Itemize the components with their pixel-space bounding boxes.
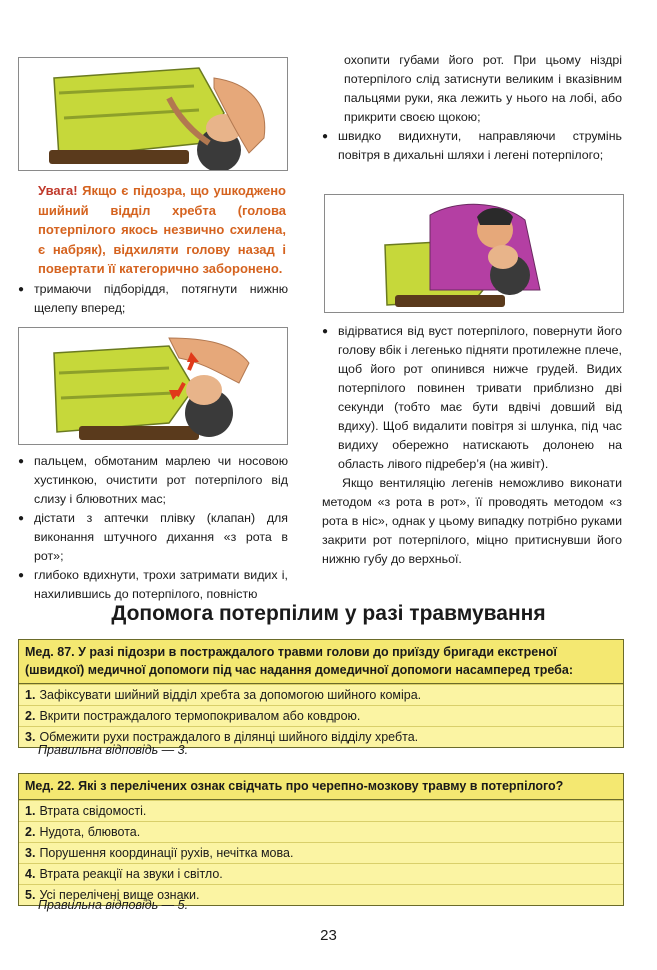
- illustration-head-tilt: [18, 57, 288, 171]
- answer-option: [19, 842, 623, 863]
- bullet-item: ● швидко видихнути, направляючи струмінь повітря в дихальні шляхи і легені потерпілого;: [322, 127, 622, 165]
- option-text: Порушення координації рухів, нечітка мова.: [39, 846, 294, 860]
- option-text: Втрата реакції на звуки і світло.: [39, 867, 223, 881]
- option-text: Обмежити рухи постраждалого в ділянці шийного відділу хребта.: [39, 730, 419, 744]
- option-number: 2.: [25, 709, 36, 723]
- answer-option: [19, 800, 623, 821]
- option-text: Зафіксувати шийний відділ хребта за допомогою шийного коміра.: [39, 688, 422, 702]
- bullet-item: ● відірватися від вуст потерпілого, повернути його голову вбік і легенько підняти протилежне плече, щоб його рот опинився нижче грудей. Видих потерпілого повинен тривати приблизно дві секунди (тобто має бути вдвічі довший від вдиху). Щоб видалити повітря зі шлунка, під час видиху обережно натискають долонею на область лівого підребер’я (на живіт).: [322, 322, 622, 474]
- right-column-top: [322, 51, 622, 165]
- option-number: 2.: [25, 825, 36, 839]
- option-text: Втрата свідомості.: [39, 804, 147, 818]
- left-column-bottom: [18, 452, 288, 604]
- bullet-item: ● глибоко вдихнути, трохи затримати видих і, нахилившись до потерпілого, повністю: [18, 566, 288, 604]
- correct-answer: Правильна відповідь — 3.: [38, 743, 189, 757]
- clear-mouth-drawing: [19, 328, 287, 444]
- mouth-to-mouth-drawing: [325, 195, 623, 312]
- correct-answer: Правильна відповідь — 5.: [38, 898, 189, 912]
- answer-option: [19, 705, 623, 726]
- bullet-item: ● тримаючи підборіддя, потягнути нижню щелепу вперед;: [18, 280, 288, 318]
- option-number: 3.: [25, 846, 36, 860]
- option-number: 3.: [25, 730, 36, 744]
- question-box: [18, 773, 624, 906]
- warning-note: [38, 181, 286, 279]
- option-text: Усі перелічені вище ознаки.: [39, 888, 200, 902]
- option-number: 1.: [25, 688, 36, 702]
- question-box: [18, 639, 624, 748]
- option-number: 1.: [25, 804, 36, 818]
- answer-option: [19, 684, 623, 705]
- question-header: Мед. 87. У разі підозри в постраждалого травми голови до приїзду бригади екстреної (швидкої) медичної допомоги під час надання домедичної допомоги насамперед треба:: [19, 640, 623, 684]
- answer-option: [19, 863, 623, 884]
- answer-option: [19, 821, 623, 842]
- bullet-item: ● дістати з аптечки плівку (клапан) для виконання штучного дихання «з рота в рот»;: [18, 509, 288, 566]
- head-tilt-drawing: [19, 58, 287, 170]
- left-column-top: [18, 280, 288, 318]
- illustration-mouth-to-mouth: [324, 194, 624, 313]
- ventilation-paragraph: Якщо вентиляцію легенів неможливо виконати методом «з рота в рот», її проводять методом «з рота в ніс», однак у цьому випадку потрібно руками закрити рот потерпілого, міцно притиснувши його нижню губу до верхньої.: [322, 476, 622, 566]
- option-text: Вкрити постраждалого термопокривалом або ковдрою.: [39, 709, 361, 723]
- option-number: 5.: [25, 888, 36, 902]
- warning-label: Увага!: [38, 183, 78, 198]
- section-title: Допомога потерпілим у разі травмування: [111, 602, 546, 625]
- question-header: Мед. 22. Які з перелічених ознак свідчать про черепно-мозкову травму в потерпілого?: [19, 774, 623, 800]
- page-number: 23: [320, 927, 337, 944]
- right-column-bottom: [322, 322, 622, 569]
- illustration-clear-mouth: [18, 327, 288, 445]
- continuation-text: охопити губами його рот. При цьому ніздрі потерпілого слід затиснути великим і вказівним пальцями руки, яка лежить у нього на лобі, або прикрити своєю щокою;: [344, 53, 622, 124]
- option-number: 4.: [25, 867, 36, 881]
- warning-text: Якщо є підозра, що ушкоджено шийний відділ хребта (голова потерпілого якось незвично схилена, є набряк), відхиляти голову назад і повертати її категорично заборонено.: [38, 183, 286, 276]
- option-text: Нудота, блювота.: [39, 825, 141, 839]
- bullet-item: ● пальцем, обмотаним марлею чи носовою хустинкою, очистити рот потерпілого від слизу і блювотних мас;: [18, 452, 288, 509]
